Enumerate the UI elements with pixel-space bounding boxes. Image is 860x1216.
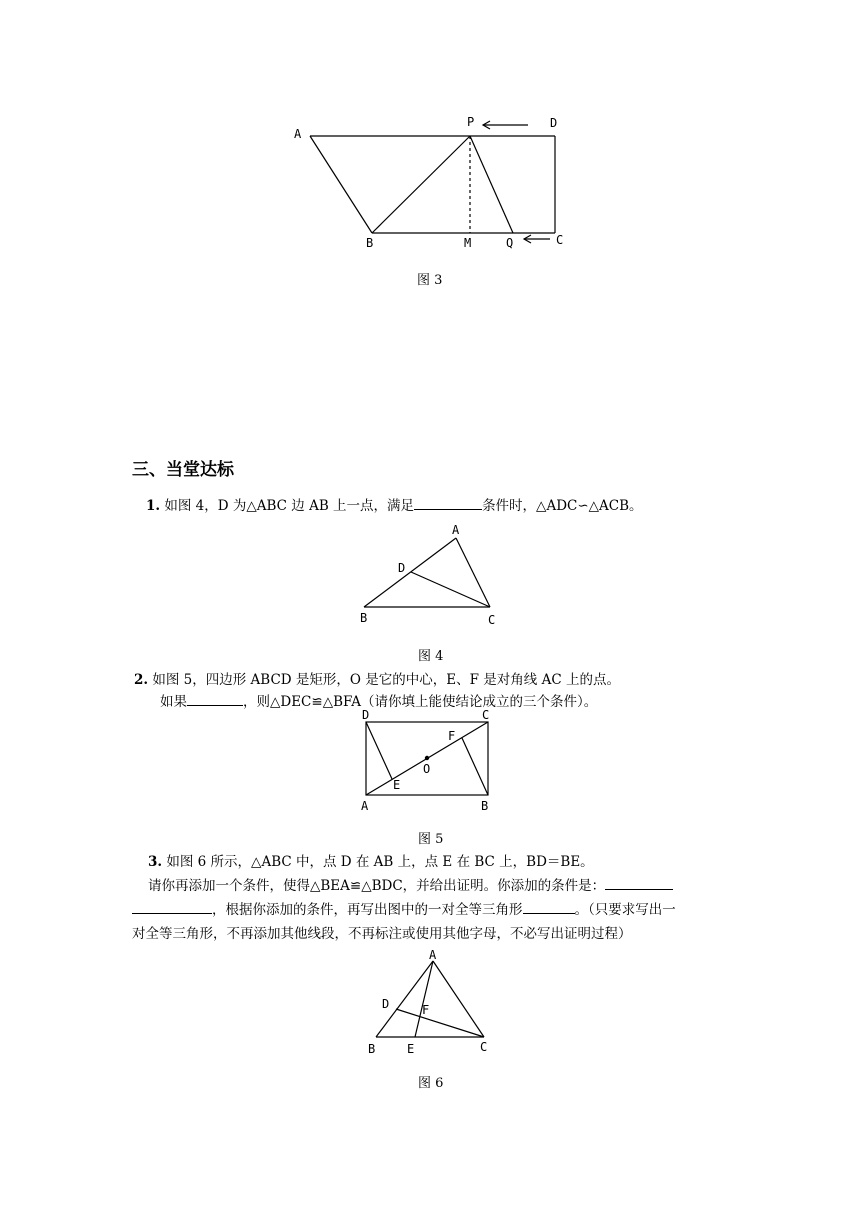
figure-3-diagram <box>280 110 580 252</box>
answer-blank-3a[interactable] <box>605 875 673 890</box>
label-C: C <box>480 1040 488 1054</box>
label-Q: Q <box>506 236 514 250</box>
label-B: B <box>368 1042 376 1056</box>
figure-3-caption: 图 3 <box>417 273 443 288</box>
question-2-text-a: 如果 <box>160 694 187 710</box>
question-3-text-1: 如图 6 所示，△ABC 中，点 D 在 AB 上，点 E 在 BC 上，BD＝BE。 <box>162 854 594 870</box>
question-3-line-4 <box>132 922 632 942</box>
label-A: A <box>429 948 437 962</box>
label-M: M <box>464 236 472 250</box>
label-O: O <box>423 762 431 776</box>
question-1 <box>146 494 643 514</box>
answer-blank-3c[interactable] <box>523 899 575 914</box>
question-3-line-1 <box>148 850 594 870</box>
label-F: F <box>422 1003 430 1017</box>
label-D: D <box>550 116 558 130</box>
question-3-line-3 <box>132 898 676 918</box>
figure-6-caption: 图 6 <box>418 1076 444 1091</box>
label-B: B <box>360 611 368 625</box>
label-A: A <box>452 523 460 537</box>
figure-3 <box>280 110 580 252</box>
label-D: D <box>382 997 390 1011</box>
section-heading: 三、当堂达标 <box>132 460 234 480</box>
label-C: C <box>488 613 496 627</box>
question-3-text-4: 对全等三角形，不再添加其他线段，不再标注或使用其他字母，不必写出证明过程） <box>132 926 632 942</box>
question-1-text-a: 如图 4，D 为△ABC 边 AB 上一点，满足 <box>160 498 415 514</box>
figure-6-diagram <box>360 946 500 1058</box>
question-2-line-1 <box>134 668 620 688</box>
question-1-text-b: 条件时，△ADC∽△ACB。 <box>482 498 643 514</box>
label-B: B <box>481 799 489 813</box>
question-3-line-2 <box>148 874 673 894</box>
label-A: A <box>294 127 302 141</box>
question-2-text-b: ，则△DEC≌△BFA（请你填上能使结论成立的三个条件）。 <box>243 694 598 710</box>
label-B: B <box>366 236 374 250</box>
figure-5-diagram <box>352 706 502 814</box>
question-3-text-2: 请你再添加一个条件，使得△BEA≌△BDC，并给出证明。你添加的条件是： <box>148 878 606 894</box>
label-E: E <box>393 778 401 792</box>
label-C: C <box>556 233 564 247</box>
question-3-text-3a: ，根据你添加的条件，再写出图中的一对全等三角形 <box>212 902 523 918</box>
answer-blank-3b[interactable] <box>132 899 212 914</box>
figure-4-caption: 图 4 <box>418 649 444 664</box>
question-2-text: 如图 5，四边形 ABCD 是矩形，O 是它的中心，E、F 是对角线 AC 上的点。 <box>148 672 620 688</box>
label-F: F <box>448 729 456 743</box>
label-C: C <box>482 708 490 722</box>
answer-blank-1[interactable] <box>414 495 482 510</box>
question-1-number: 1. <box>146 498 161 514</box>
question-3-text-3b: 。（只要求写出一 <box>574 902 676 918</box>
label-A: A <box>361 799 369 813</box>
figure-4 <box>352 520 512 628</box>
label-P: P <box>467 115 475 129</box>
label-D: D <box>362 708 370 722</box>
figure-6 <box>360 946 500 1058</box>
label-E: E <box>407 1042 415 1056</box>
figure-4-diagram <box>352 520 512 628</box>
question-3-number: 3. <box>148 854 163 870</box>
figure-5 <box>352 706 502 814</box>
label-D: D <box>398 561 406 575</box>
question-2-number: 2. <box>134 672 149 688</box>
answer-blank-2[interactable] <box>187 691 243 706</box>
figure-5-caption: 图 5 <box>418 832 444 847</box>
